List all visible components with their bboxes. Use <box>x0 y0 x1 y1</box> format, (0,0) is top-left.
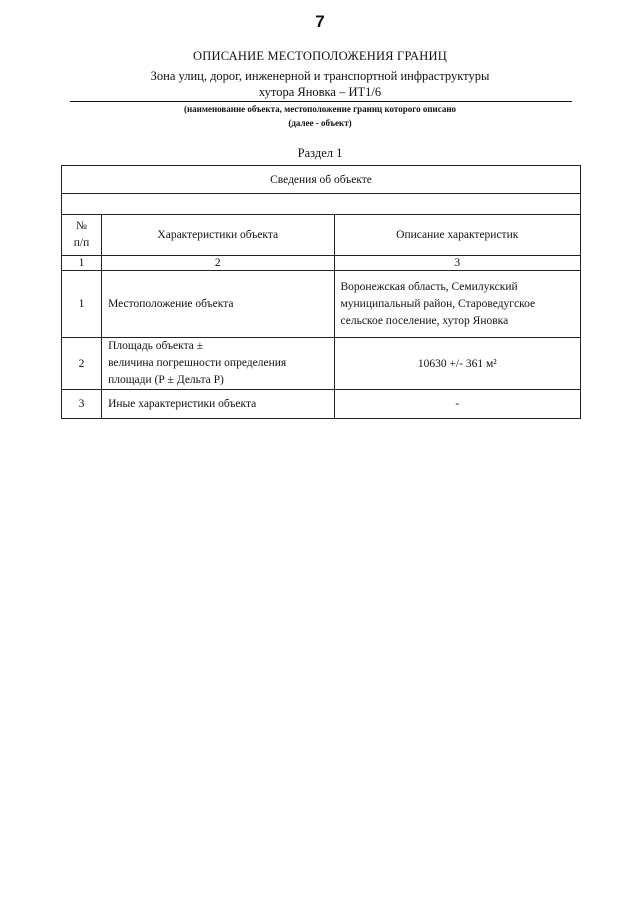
page-number: 7 <box>315 12 325 31</box>
table-empty-row <box>62 194 581 215</box>
column-header-number-line2: п/п <box>73 237 90 249</box>
object-name-line-2: хутора Яновка – ИТ1/6 <box>258 85 382 99</box>
table-row <box>62 338 581 390</box>
row-description-line: Воронежская область, Семилукский <box>340 280 518 293</box>
caption-note-line-1: (наименование объекта, местоположение границ которого описано <box>183 104 457 114</box>
row-number: 3 <box>62 390 102 419</box>
row-description <box>334 271 581 338</box>
row-number: 2 <box>62 338 102 390</box>
column-header-number-line1: № <box>76 220 88 232</box>
table-column-index-row <box>62 256 581 271</box>
column-index-3: 3 <box>334 256 581 271</box>
row-description: 10630 +/- 361 м² <box>334 338 581 390</box>
underline-rule <box>70 101 572 102</box>
section-title: Раздел 1 <box>297 146 343 160</box>
row-characteristic: Иные характеристики объекта <box>102 390 334 419</box>
table-heading-row <box>62 166 581 194</box>
row-characteristic: Местоположение объекта <box>102 271 334 338</box>
document-title: ОПИСАНИЕ МЕСТОПОЛОЖЕНИЯ ГРАНИЦ <box>193 49 447 63</box>
table-row <box>62 390 581 419</box>
row-characteristic <box>102 338 334 390</box>
column-index-1: 1 <box>62 256 102 271</box>
column-index-2: 2 <box>102 256 334 271</box>
object-name-line-1: Зона улиц, дорог, инженерной и транспортной инфраструктуры <box>150 69 490 83</box>
row-characteristic-line: величина погрешности определения <box>108 357 287 369</box>
table-row <box>62 271 581 338</box>
caption-note-line-2: (далее - объект) <box>288 118 352 128</box>
row-characteristic-line: площади (Р ± Дельта Р) <box>108 374 224 386</box>
table-empty-cell <box>62 194 581 215</box>
table-heading: Сведения об объекте <box>62 166 581 194</box>
row-number: 1 <box>62 271 102 338</box>
table-column-headers <box>62 215 581 256</box>
column-header-description: Описание характеристик <box>334 215 581 256</box>
column-header-characteristics: Характеристики объекта <box>102 215 334 256</box>
row-description-line: муниципальный район, Староведугское <box>340 297 536 310</box>
row-description: - <box>334 390 581 419</box>
row-characteristic-line: Площадь объекта ± <box>108 340 204 352</box>
row-description-line: сельское поселение, хутор Яновка <box>340 314 509 327</box>
column-header-number <box>62 215 102 256</box>
object-info-table <box>61 165 581 419</box>
